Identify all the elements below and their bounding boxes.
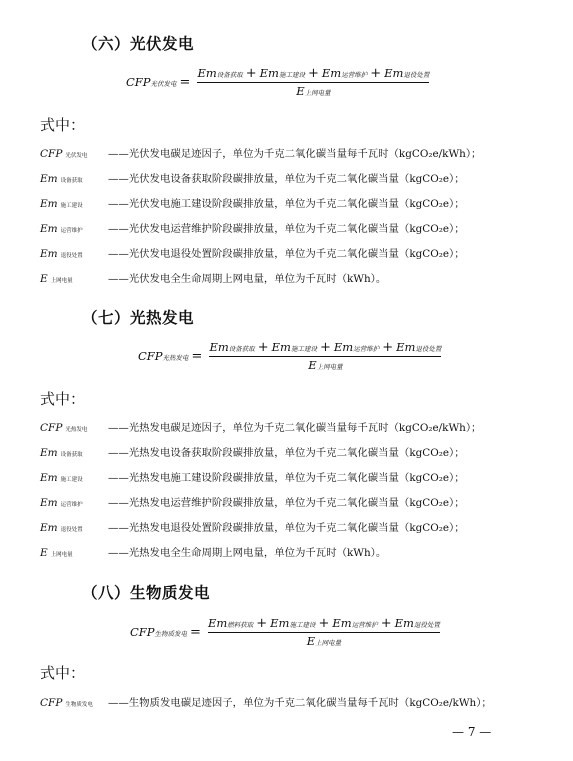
definition-row xyxy=(40,421,481,437)
formula-8-denominator xyxy=(208,634,440,648)
section-6-title: （六）光伏发电 xyxy=(82,34,195,53)
def-text: ——光伏发电施工建设阶段碳排放量，单位为千克二氧化碳当量（kgCO₂e）； xyxy=(108,198,465,210)
def-text: ——光伏发电碳足迹因子，单位为千克二氧化碳当量每千瓦时（kgCO₂e/kWh）； xyxy=(108,148,482,160)
def-subscript: 上网电量 xyxy=(50,552,73,558)
definition-row xyxy=(40,222,465,238)
def-text: ——光热发电全生命周期上网电量，单位为千瓦时（kWh）。 xyxy=(108,547,387,559)
formula-8 xyxy=(130,616,440,648)
definition-row xyxy=(40,446,465,462)
shizhong-label: 式中： xyxy=(40,664,86,682)
definition-row xyxy=(40,272,386,288)
def-text: ——光伏发电全生命周期上网电量，单位为千瓦时（kWh）。 xyxy=(108,273,387,285)
term-sub: 退役处置 xyxy=(413,621,440,629)
den-sub: 上网电量 xyxy=(315,639,342,647)
term-sym: Em xyxy=(321,66,342,80)
def-subscript: 退役处置 xyxy=(60,527,83,533)
def-subscript: 上网电量 xyxy=(50,278,73,284)
def-text: ——光热发电施工建设阶段碳排放量，单位为千克二氧化碳当量（kgCO₂e）； xyxy=(108,472,465,484)
term-sym: Em xyxy=(270,616,290,630)
den-sub: 上网电量 xyxy=(316,363,343,371)
term-sub: 退役处置 xyxy=(415,345,442,353)
definition-row xyxy=(40,247,465,263)
den-sym: E xyxy=(306,634,316,648)
def-text: ——光伏发电运营维护阶段碳排放量，单位为千克二氧化碳当量（kgCO₂e）； xyxy=(108,223,465,235)
formula-7-lhs: CFP xyxy=(138,348,163,363)
definition-row xyxy=(40,546,386,562)
formula-6-denominator xyxy=(197,84,429,98)
formula-7-denominator xyxy=(209,358,441,372)
term-sym: Em xyxy=(259,66,279,80)
plus-sign: + xyxy=(307,66,319,81)
def-text: ——光热发电运营维护阶段碳排放量，单位为千克二氧化碳当量（kgCO₂e）； xyxy=(108,497,465,509)
section-7-title: （七）光热发电 xyxy=(82,308,195,327)
definition-row xyxy=(40,197,465,213)
def-text: ——生物质发电碳足迹因子，单位为千克二氧化碳当量每千瓦时（kgCO₂e/kWh）； xyxy=(108,697,492,709)
plus-sign: + xyxy=(245,66,257,81)
def-subscript: 光热发电 xyxy=(65,427,88,433)
formula-8-lhs: CFP xyxy=(130,624,155,639)
term-sym: Em xyxy=(394,616,414,630)
den-sym: E xyxy=(308,358,317,372)
definition-row xyxy=(40,172,465,188)
def-text: ——光热发电碳足迹因子，单位为千克二氧化碳当量每千瓦时（kgCO₂e/kWh）； xyxy=(108,422,482,434)
plus-sign: + xyxy=(382,340,394,355)
term-sub: 设备获取 xyxy=(216,71,243,79)
formula-7-lhs-sub: 光热发电 xyxy=(162,353,189,362)
def-symbol: Em xyxy=(40,248,58,260)
term-sub: 燃料获取 xyxy=(227,621,254,629)
plus-sign: + xyxy=(370,66,382,81)
def-subscript: 设备获取 xyxy=(60,452,83,458)
term-sym: Em xyxy=(384,66,404,80)
plus-sign: + xyxy=(318,616,330,631)
plus-sign: + xyxy=(257,340,269,355)
term-sub: 施工建设 xyxy=(289,621,316,629)
def-symbol: Em xyxy=(40,522,58,534)
term-sym: Em xyxy=(207,616,228,630)
formula-6-numerator xyxy=(197,66,429,81)
plus-sign: + xyxy=(319,340,331,355)
definition-row xyxy=(40,471,465,487)
formula-8-lhs-sub: 生物质发电 xyxy=(154,629,188,638)
equals-sign: = xyxy=(191,348,203,364)
term-sub: 运营维护 xyxy=(353,345,380,353)
def-symbol: Em xyxy=(40,447,58,459)
shizhong-label: 式中： xyxy=(40,390,86,408)
def-symbol: Em xyxy=(40,497,58,509)
formula-6-lhs: CFP xyxy=(126,74,151,89)
def-subscript: 运营维护 xyxy=(60,502,83,508)
den-sym: E xyxy=(296,84,305,98)
term-sub: 施工建设 xyxy=(290,345,317,353)
def-symbol: Em xyxy=(40,223,58,235)
equals-sign: = xyxy=(179,74,191,90)
term-sym: Em xyxy=(333,340,354,354)
formula-6 xyxy=(126,66,429,98)
def-subscript: 光伏发电 xyxy=(65,153,88,159)
term-sym: Em xyxy=(396,340,416,354)
formula-7-numerator xyxy=(209,340,441,355)
section-8-title: （八）生物质发电 xyxy=(82,583,211,602)
formula-6-lhs-sub: 光伏发电 xyxy=(150,79,177,88)
definition-row xyxy=(40,696,492,712)
fraction-bar xyxy=(197,82,429,83)
shizhong-label: 式中： xyxy=(40,116,86,134)
def-subscript: 生物质发电 xyxy=(65,702,93,708)
def-text: ——光伏发电设备获取阶段碳排放量，单位为千克二氧化碳当量（kgCO₂e）； xyxy=(108,173,465,185)
def-symbol: E xyxy=(40,547,48,559)
term-sub: 运营维护 xyxy=(351,621,378,629)
definition-row xyxy=(40,521,465,537)
def-text: ——光热发电退役处置阶段碳排放量，单位为千克二氧化碳当量（kgCO₂e）； xyxy=(108,522,465,534)
definition-row xyxy=(40,496,465,512)
term-sub: 运营维护 xyxy=(341,71,368,79)
def-symbol: E xyxy=(40,273,48,285)
equals-sign: = xyxy=(190,624,201,640)
plus-sign: + xyxy=(256,616,268,631)
def-subscript: 施工建设 xyxy=(60,203,83,209)
den-sub: 上网电量 xyxy=(304,89,331,97)
term-sym: Em xyxy=(271,340,291,354)
def-text: ——光伏发电退役处置阶段碳排放量，单位为千克二氧化碳当量（kgCO₂e）； xyxy=(108,248,465,260)
page-number: — 7 — xyxy=(452,725,492,739)
term-sym: Em xyxy=(332,616,352,630)
definition-row xyxy=(40,147,481,163)
fraction-bar xyxy=(208,632,440,633)
term-sub: 退役处置 xyxy=(403,71,430,79)
plus-sign: + xyxy=(380,616,392,631)
def-subscript: 运营维护 xyxy=(60,228,83,234)
def-symbol: Em xyxy=(40,198,58,210)
def-symbol: Em xyxy=(40,173,58,185)
term-sub: 设备获取 xyxy=(228,345,255,353)
term-sub: 施工建设 xyxy=(278,71,305,79)
fraction-bar xyxy=(209,356,441,357)
def-symbol: CFP xyxy=(40,422,63,434)
def-symbol: CFP xyxy=(40,697,63,709)
formula-7 xyxy=(138,340,441,372)
term-sym: Em xyxy=(197,66,217,80)
def-symbol: CFP xyxy=(40,148,63,160)
def-subscript: 设备获取 xyxy=(60,178,83,184)
def-subscript: 退役处置 xyxy=(60,253,83,259)
def-text: ——光热发电设备获取阶段碳排放量，单位为千克二氧化碳当量（kgCO₂e）； xyxy=(108,447,465,459)
formula-8-numerator xyxy=(208,616,440,631)
def-subscript: 施工建设 xyxy=(60,477,83,483)
term-sym: Em xyxy=(209,340,229,354)
def-symbol: Em xyxy=(40,472,58,484)
